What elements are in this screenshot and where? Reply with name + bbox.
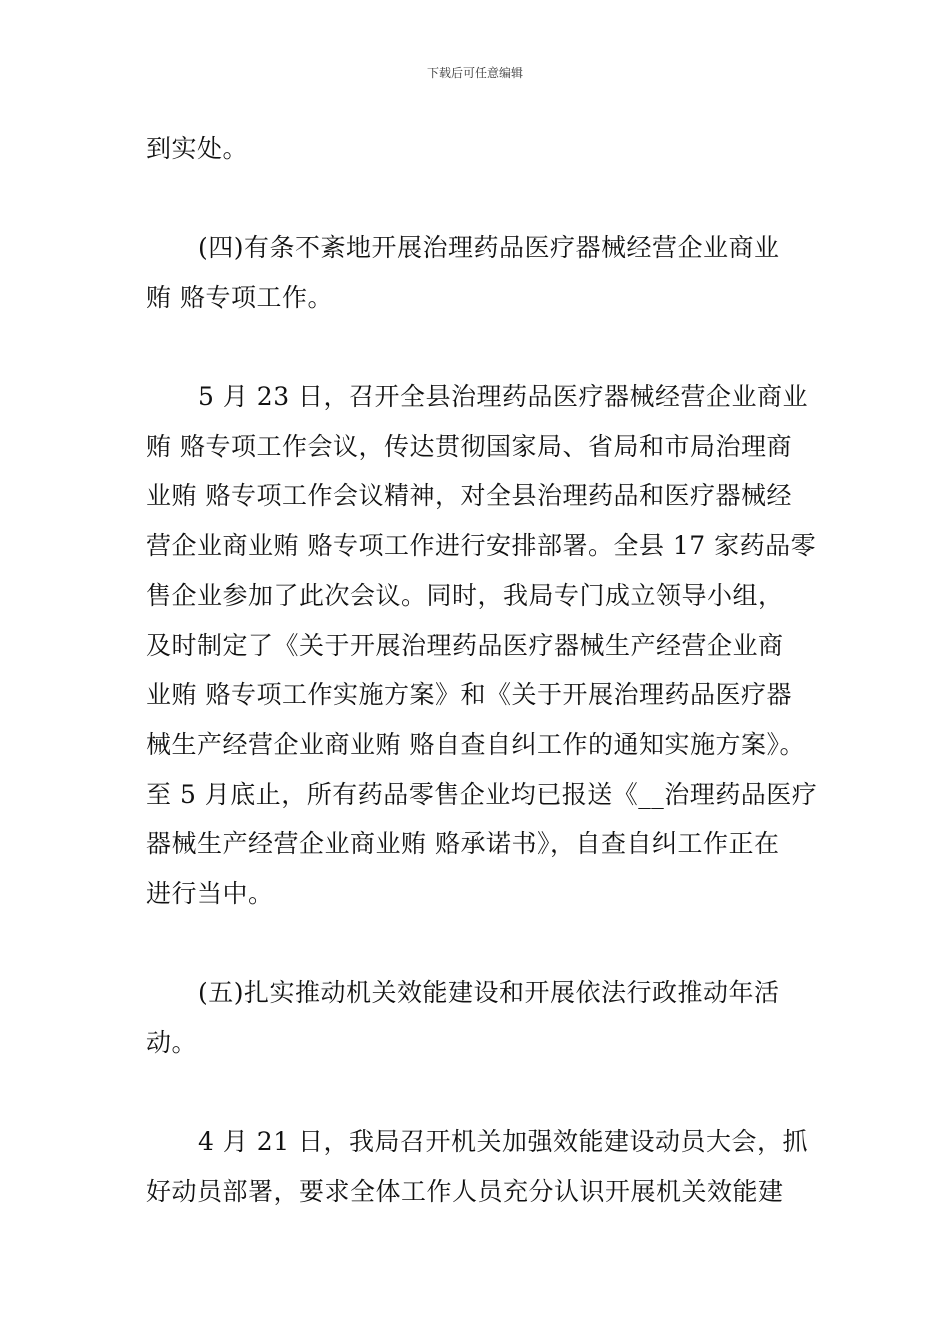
text-line: 营企业商业贿 赂专项工作进行安排部署。全县 17 家药品零 [146, 531, 817, 560]
text-line: 及时制定了《关于开展治理药品医疗器械生产经营企业商 [146, 631, 784, 660]
text-line: 贿 赂专项工作会议，传达贯彻国家局、省局和市局治理商 [146, 432, 792, 461]
text-line: 进行当中。 [146, 879, 274, 908]
section-heading: 贿 赂专项工作。 [146, 283, 333, 312]
section-heading: 动。 [146, 1028, 198, 1057]
text-line: 业贿 赂专项工作实施方案》和《关于开展治理药品医疗器 [146, 680, 792, 709]
text-line: 到实处。 [146, 134, 249, 163]
text-line: 至 5 月底止，所有药品零售企业均已报送《__治理药品医疗 [146, 780, 818, 809]
text-line: 4 月 21 日，我局召开机关加强效能建设动员大会，抓 [198, 1127, 809, 1156]
page-header: 下载后可任意编辑 [426, 66, 523, 80]
text-line: 5 月 23 日，召开全县治理药品医疗器械经营企业商业 [198, 382, 809, 411]
section-heading: (四)有条不紊地开展治理药品医疗器械经营企业商业 [198, 233, 780, 262]
section-heading: (五)扎实推动机关效能建设和开展依法行政推动年活 [198, 978, 780, 1007]
text-line: 业贿 赂专项工作会议精神，对全县治理药品和医疗器械经 [146, 481, 792, 510]
text-line: 好动员部署，要求全体工作人员充分认识开展机关效能建 [146, 1177, 784, 1206]
text-line: 械生产经营企业商业贿 赂自查自纠工作的通知实施方案》。 [146, 730, 805, 759]
text-line: 售企业参加了此次会议。同时，我局专门成立领导小组， [146, 581, 784, 610]
text-line: 器械生产经营企业商业贿 赂承诺书》，自查自纠工作正在 [146, 829, 780, 858]
